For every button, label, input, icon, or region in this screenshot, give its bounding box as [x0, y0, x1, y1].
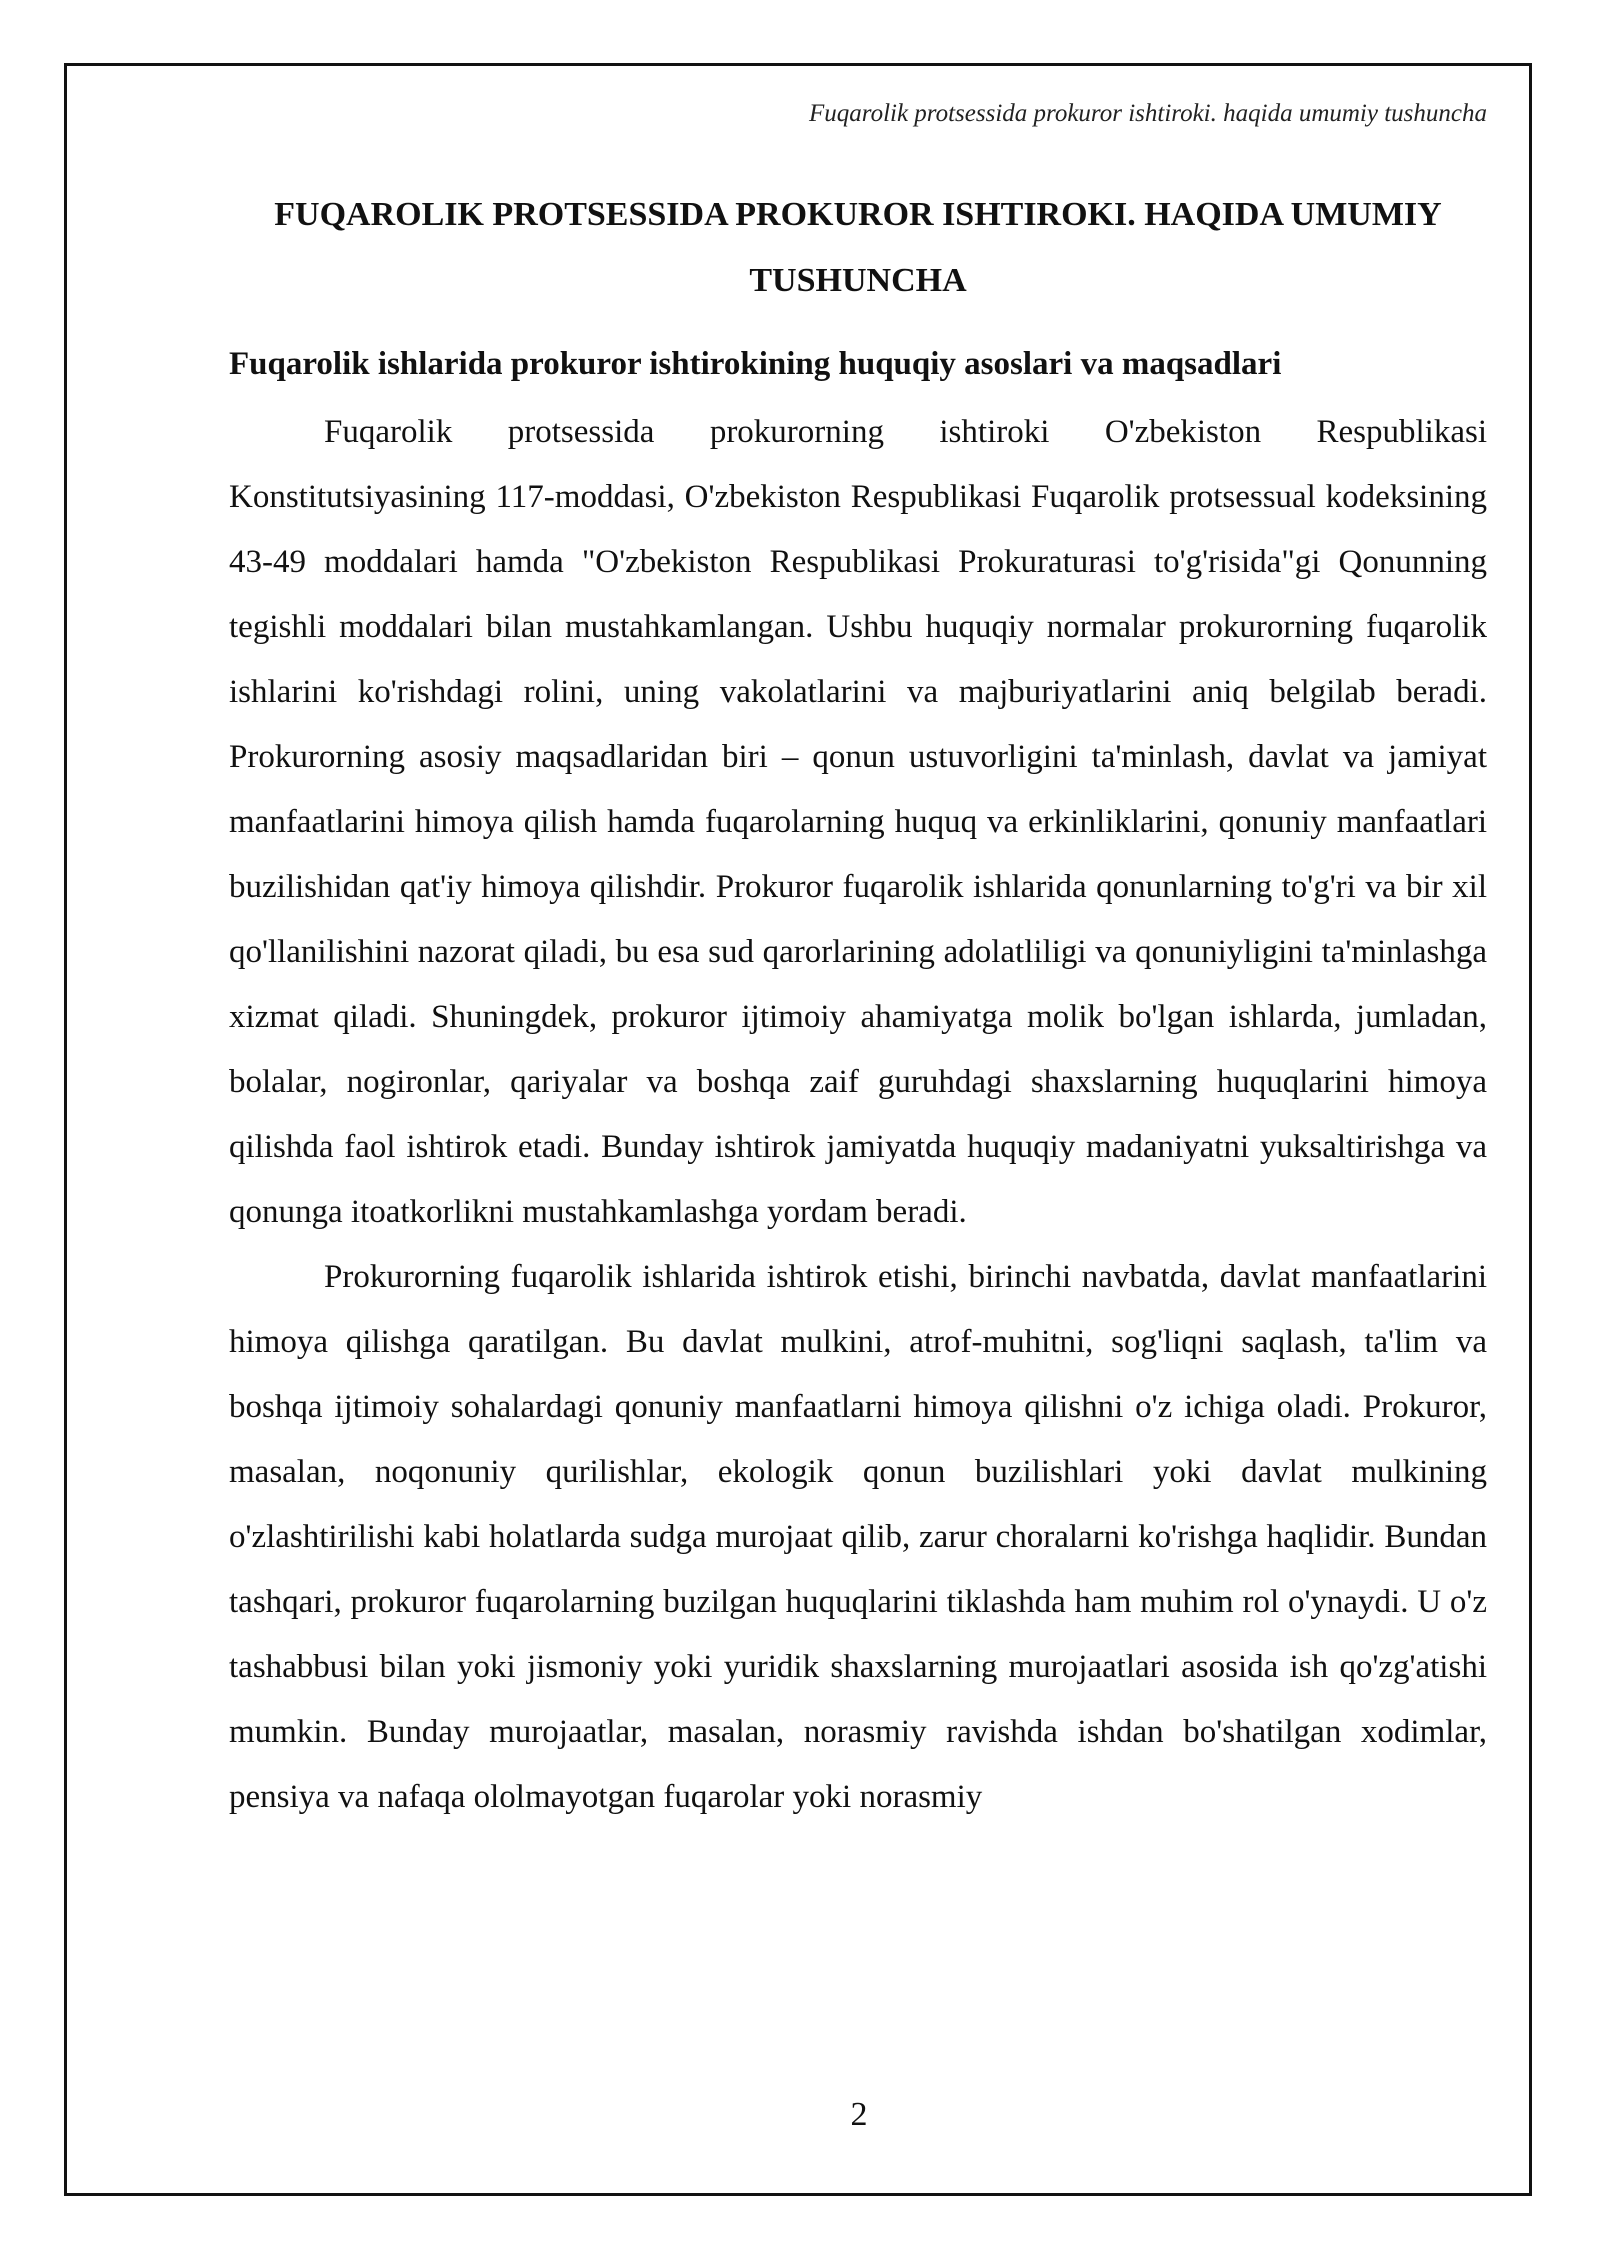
paragraph: Fuqarolik protsessida prokurorning ishtiroki O'zbekiston Respublikasi Konstitutsiyasining 117-moddasi, O'zbekiston Respublikasi Fuqarolik protsessual kodeksining 43-49 moddalari hamda "O'zbekiston Respublikasi Prokuraturasi to'g'risida"gi Qonunning tegishli moddalari bilan mustahkamlangan. Ushbu huquqiy normalar prokurorning fuqarolik ishlarini ko'rishdagi rolini, uning vakolatlarini va majburiyatlarini aniq belgilab beradi. Prokurorning asosiy maqsadlaridan biri – qonun ustuvorligini ta'minlash, davlat va jamiyat manfaatlarini himoya qilish hamda fuqarolarning huquq va erkinliklarini, qonuniy manfaatlari buzilishidan qat'iy himoya qilishdir. Prokuror fuqarolik ishlarida qonunlarning to'g'ri va bir xil qo'llanilishini nazorat qiladi, bu esa sud qarorlarining adolatliligi va qonuniyligini ta'minlashga xizmat qiladi. Shuningdek, prokuror ijtimoiy ahamiyatga molik bo'lgan ishlarda, jumladan, bolalar, nogironlar, qariyalar va boshqa zaif guruhdagi shaxslarning huquqlarini himoya qilishda faol ishtirok etadi. Bunday ishtirok jamiyatda huquqiy madaniyatni yuksaltirishga va qonunga itoatkorlikni mustahkamlashga yordam beradi. [229, 414, 1487, 1230]
section-heading: Fuqarolik ishlarida prokuror ishtirokining huquqiy asoslari va maqsadlari [229, 346, 1282, 382]
document-body [229, 182, 1487, 1830]
document-title: FUQAROLIK PROTSESSIDA PROKUROR ISHTIROKI. HAQIDA UMUMIY TUSHUNCHA [274, 196, 1442, 299]
running-header: Fuqarolik protsessida prokuror ishtiroki. haqida umumiy tushuncha [809, 100, 1487, 127]
paragraph: Prokurorning fuqarolik ishlarida ishtirok etishi, birinchi navbatda, davlat manfaatlarini himoya qilishga qaratilgan. Bu davlat mulkini, atrof-muhitni, sog'liqni saqlash, ta'lim va boshqa ijtimoiy sohalardagi qonuniy manfaatlarni himoya qilishni o'z ichiga oladi. Prokuror, masalan, noqonuniy qurilishlar, ekologik qonun buzilishlari yoki davlat mulkining o'zlashtirilishi kabi holatlarda sudga murojaat qilib, zarur choralarni ko'rishga haqlidir. Bundan tashqari, prokuror fuqarolarning buzilgan huquqlarini tiklashda ham muhim rol o'ynaydi. U o'z tashabbusi bilan yoki jismoniy yoki yuridik shaxslarning murojaatlari asosida ish qo'zg'atishi mumkin. Bunday murojaatlar, masalan, norasmiy ravishda ishdan bo'shatilgan xodimlar, pensiya va nafaqa ololmayotgan fuqarolar yoki norasmiy [229, 1259, 1487, 1815]
page-number: 2 [850, 2096, 868, 2133]
